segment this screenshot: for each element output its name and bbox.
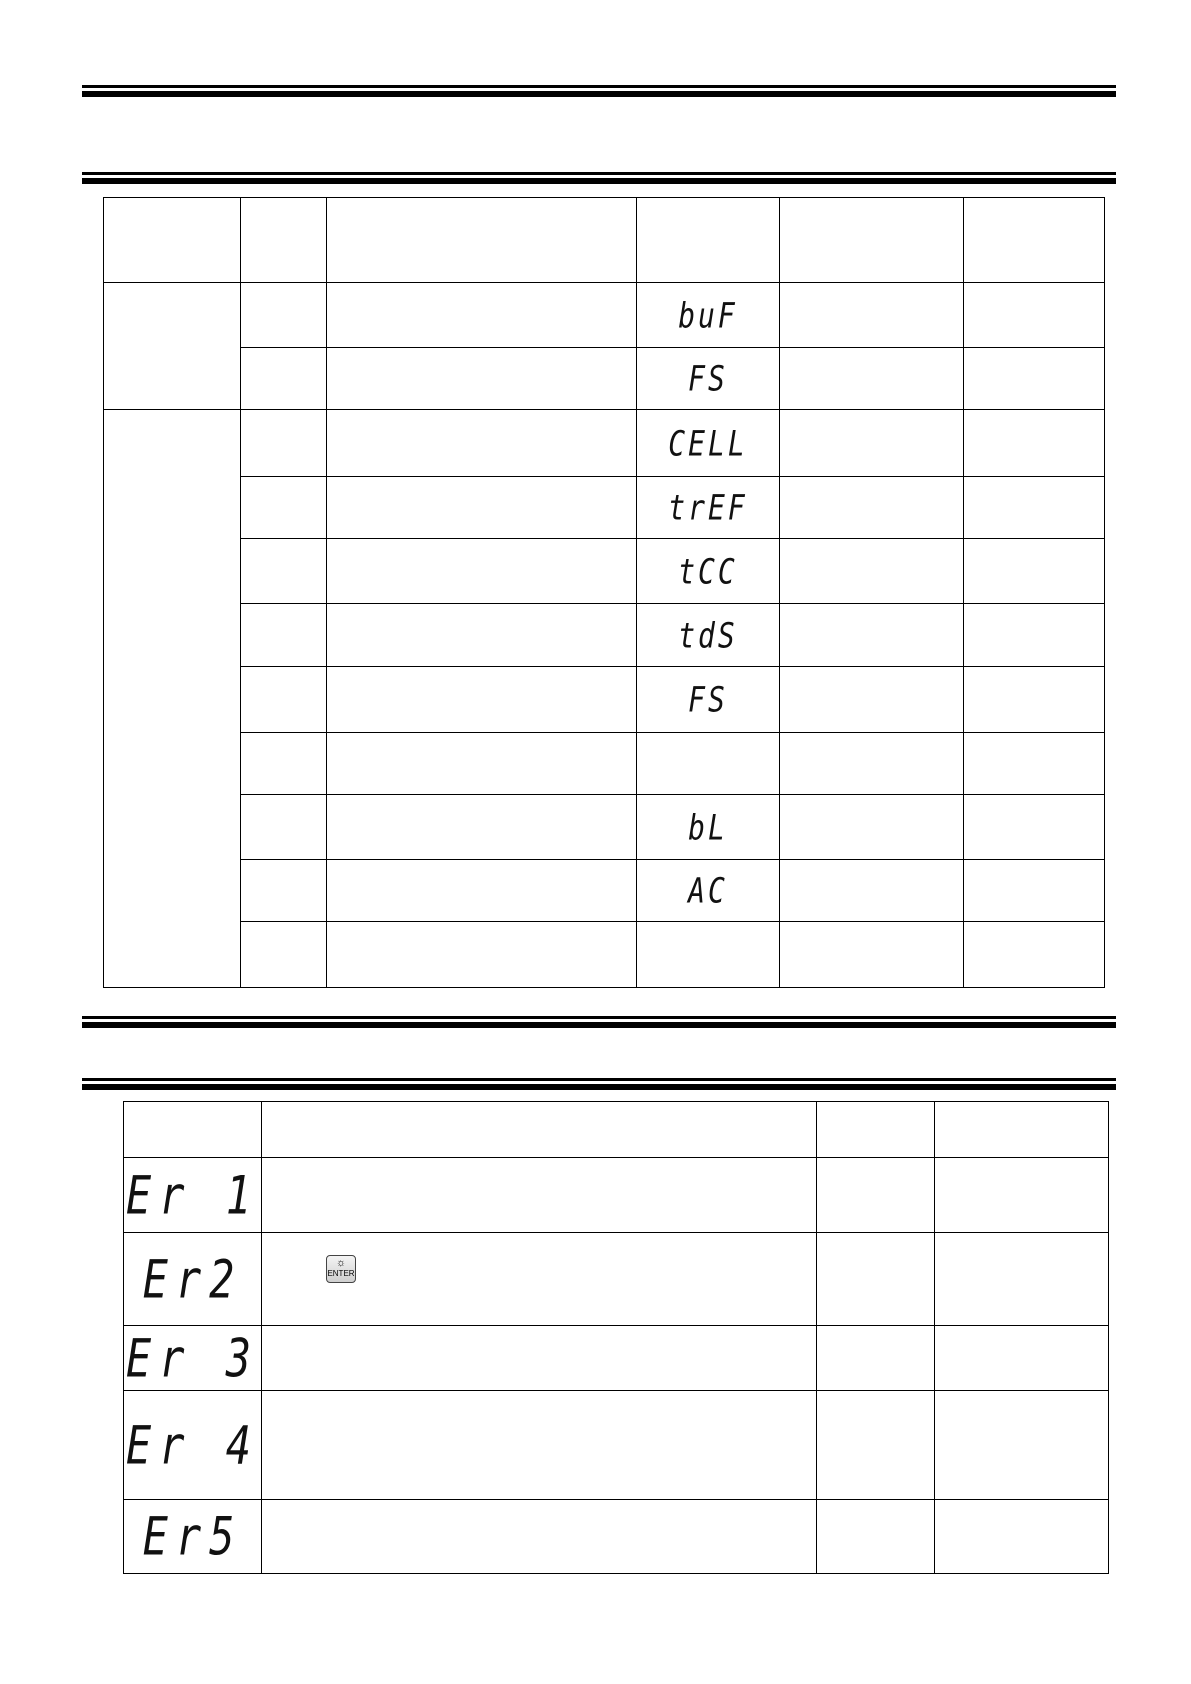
table-cell xyxy=(327,410,637,477)
table-cell xyxy=(780,922,964,988)
table-cell xyxy=(935,1326,1109,1391)
table-cell xyxy=(935,1158,1109,1233)
group-cell xyxy=(104,410,241,988)
table-cell xyxy=(327,733,637,795)
header-cell xyxy=(637,198,780,283)
table-cell xyxy=(327,283,637,348)
table-cell xyxy=(780,795,964,860)
table-row xyxy=(104,604,1105,667)
table-cell xyxy=(780,477,964,539)
table-cell xyxy=(964,922,1105,988)
section1-rule xyxy=(82,172,1116,184)
header-cell xyxy=(104,198,241,283)
table-cell xyxy=(262,1391,817,1500)
table-row xyxy=(104,667,1105,733)
table-cell xyxy=(327,667,637,733)
table-row xyxy=(104,733,1105,795)
table-cell xyxy=(241,860,327,922)
display-code: tCC xyxy=(678,550,738,592)
section2-top-rule xyxy=(82,1016,1116,1028)
display-code: AC xyxy=(688,869,728,912)
display-code-cell xyxy=(637,348,780,410)
table-cell xyxy=(964,667,1105,733)
table-cell xyxy=(780,283,964,348)
enter-key-label: ENTER xyxy=(327,1269,355,1278)
table-header-row xyxy=(124,1102,1109,1158)
table-cell xyxy=(327,477,637,539)
table-row xyxy=(124,1158,1109,1233)
settings-table xyxy=(103,197,1105,988)
display-code-cell xyxy=(637,477,780,539)
header-cell xyxy=(817,1102,935,1158)
table-cell xyxy=(327,795,637,860)
table-cell xyxy=(964,410,1105,477)
group-cell xyxy=(104,283,241,410)
table-row xyxy=(104,283,1105,348)
display-code: FS xyxy=(688,357,728,400)
display-code-cell xyxy=(637,604,780,667)
table-row xyxy=(104,922,1105,988)
table-cell xyxy=(964,795,1105,860)
error-code: Er5 xyxy=(142,1505,243,1568)
section2-rule xyxy=(82,1078,1116,1090)
table-cell xyxy=(241,922,327,988)
table-cell xyxy=(327,922,637,988)
table-cell xyxy=(241,604,327,667)
table-row xyxy=(104,477,1105,539)
table-cell xyxy=(327,604,637,667)
table-cell xyxy=(780,733,964,795)
display-code-cell xyxy=(637,667,780,733)
display-code-cell xyxy=(637,795,780,860)
table-cell xyxy=(935,1500,1109,1574)
table-cell xyxy=(327,348,637,410)
table-cell xyxy=(817,1391,935,1500)
display-code-cell xyxy=(637,860,780,922)
table-cell xyxy=(964,860,1105,922)
display-code-cell xyxy=(637,922,780,988)
display-code-cell xyxy=(637,410,780,477)
display-code: buF xyxy=(678,294,738,336)
table-cell xyxy=(964,733,1105,795)
table-cell xyxy=(817,1233,935,1326)
table-cell xyxy=(780,860,964,922)
table-row xyxy=(124,1233,1109,1326)
header-cell xyxy=(935,1102,1109,1158)
table-cell xyxy=(327,860,637,922)
table-cell xyxy=(817,1326,935,1391)
table-cell xyxy=(262,1326,817,1391)
header-rule xyxy=(82,85,1116,97)
table-cell xyxy=(935,1391,1109,1500)
table-row xyxy=(124,1500,1109,1574)
table-cell xyxy=(241,795,327,860)
sun-icon: ☼ xyxy=(335,1257,347,1269)
table-cell xyxy=(817,1158,935,1233)
error-code-cell xyxy=(124,1391,262,1500)
display-code: tdS xyxy=(678,614,738,656)
enter-key-icon xyxy=(326,1255,356,1283)
error-code-table xyxy=(123,1101,1109,1574)
error-code-cell xyxy=(124,1233,262,1326)
table-cell xyxy=(964,477,1105,539)
display-code-cell xyxy=(637,733,780,795)
error-code: Er 4 xyxy=(125,1414,260,1476)
header-cell xyxy=(964,198,1105,283)
table-cell xyxy=(241,348,327,410)
display-code: trEF xyxy=(668,486,748,529)
table-row xyxy=(104,410,1105,477)
table-row xyxy=(124,1326,1109,1391)
display-code: CELL xyxy=(668,422,748,464)
table-cell xyxy=(241,410,327,477)
error-code: Er 1 xyxy=(125,1164,260,1226)
display-code-cell xyxy=(637,539,780,604)
table-cell xyxy=(262,1500,817,1574)
table-row xyxy=(104,348,1105,410)
table-cell xyxy=(817,1500,935,1574)
table-cell xyxy=(262,1158,817,1233)
table-cell xyxy=(935,1233,1109,1326)
header-cell xyxy=(124,1102,262,1158)
error-code: Er 3 xyxy=(125,1327,260,1389)
table-cell xyxy=(241,733,327,795)
table-cell xyxy=(241,477,327,539)
display-code-cell xyxy=(637,283,780,348)
display-code: FS xyxy=(688,678,728,721)
table-row xyxy=(124,1391,1109,1500)
table-cell xyxy=(780,604,964,667)
table-cell xyxy=(964,539,1105,604)
header-cell xyxy=(262,1102,817,1158)
table-cell xyxy=(327,539,637,604)
table-cell xyxy=(241,283,327,348)
error-code-cell xyxy=(124,1500,262,1574)
display-code: bL xyxy=(688,806,728,848)
error-description-cell xyxy=(262,1233,817,1326)
table-cell xyxy=(241,667,327,733)
table-cell xyxy=(241,539,327,604)
header-cell xyxy=(327,198,637,283)
table-cell xyxy=(780,348,964,410)
table-header-row xyxy=(104,198,1105,283)
error-code-cell xyxy=(124,1326,262,1391)
error-code-cell xyxy=(124,1158,262,1233)
table-row xyxy=(104,860,1105,922)
table-cell xyxy=(780,539,964,604)
header-cell xyxy=(780,198,964,283)
table-cell xyxy=(964,283,1105,348)
table-cell xyxy=(780,667,964,733)
table-cell xyxy=(964,604,1105,667)
table-cell xyxy=(964,348,1105,410)
header-cell xyxy=(241,198,327,283)
table-cell xyxy=(780,410,964,477)
table-row xyxy=(104,795,1105,860)
error-code: Er2 xyxy=(142,1248,243,1310)
table-row xyxy=(104,539,1105,604)
